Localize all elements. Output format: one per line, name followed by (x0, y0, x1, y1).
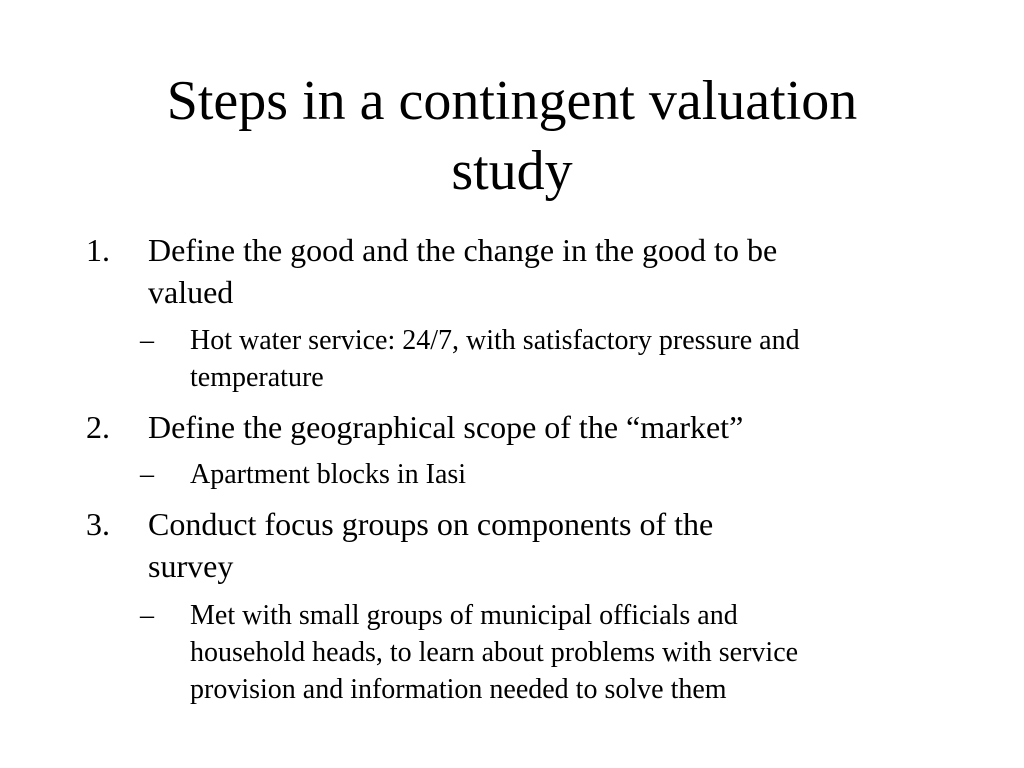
list-item-number: 1. (86, 232, 110, 268)
list-item-line: valued (148, 274, 234, 310)
list-item-line: Define the geographical scope of the “market” (148, 409, 744, 445)
sub-item-dash: – (140, 459, 154, 490)
list-item-line: survey (148, 548, 234, 584)
list-item-text (148, 229, 956, 313)
list-item-number: 3. (86, 506, 110, 542)
sub-item-line: Met with small groups of municipal officials and (190, 600, 738, 631)
sub-item-text (190, 597, 940, 708)
sub-item-text (190, 456, 940, 493)
sub-item-dash: – (140, 325, 154, 356)
slide-title-line: study (451, 140, 573, 202)
slide-title-line: Steps in a contingent valuation (166, 70, 858, 132)
sub-item-line: Hot water service: 24/7, with satisfactory pressure and (190, 325, 800, 356)
sub-item-line: household heads, to learn about problems with service (190, 637, 799, 668)
list-item-number: 2. (86, 409, 110, 445)
sub-item-text (190, 322, 940, 396)
sub-item-line: Apartment blocks in Iasi (190, 459, 467, 490)
sub-item-line: provision and information needed to solve them (190, 674, 727, 705)
list-item-line: Conduct focus groups on components of the (148, 506, 714, 542)
list-item-text (148, 406, 956, 448)
list-item-text (148, 503, 956, 587)
sub-item-line: temperature (190, 362, 324, 393)
list-item-line: Define the good and the change in the good to be (148, 232, 778, 268)
sub-item-dash: – (140, 600, 154, 631)
